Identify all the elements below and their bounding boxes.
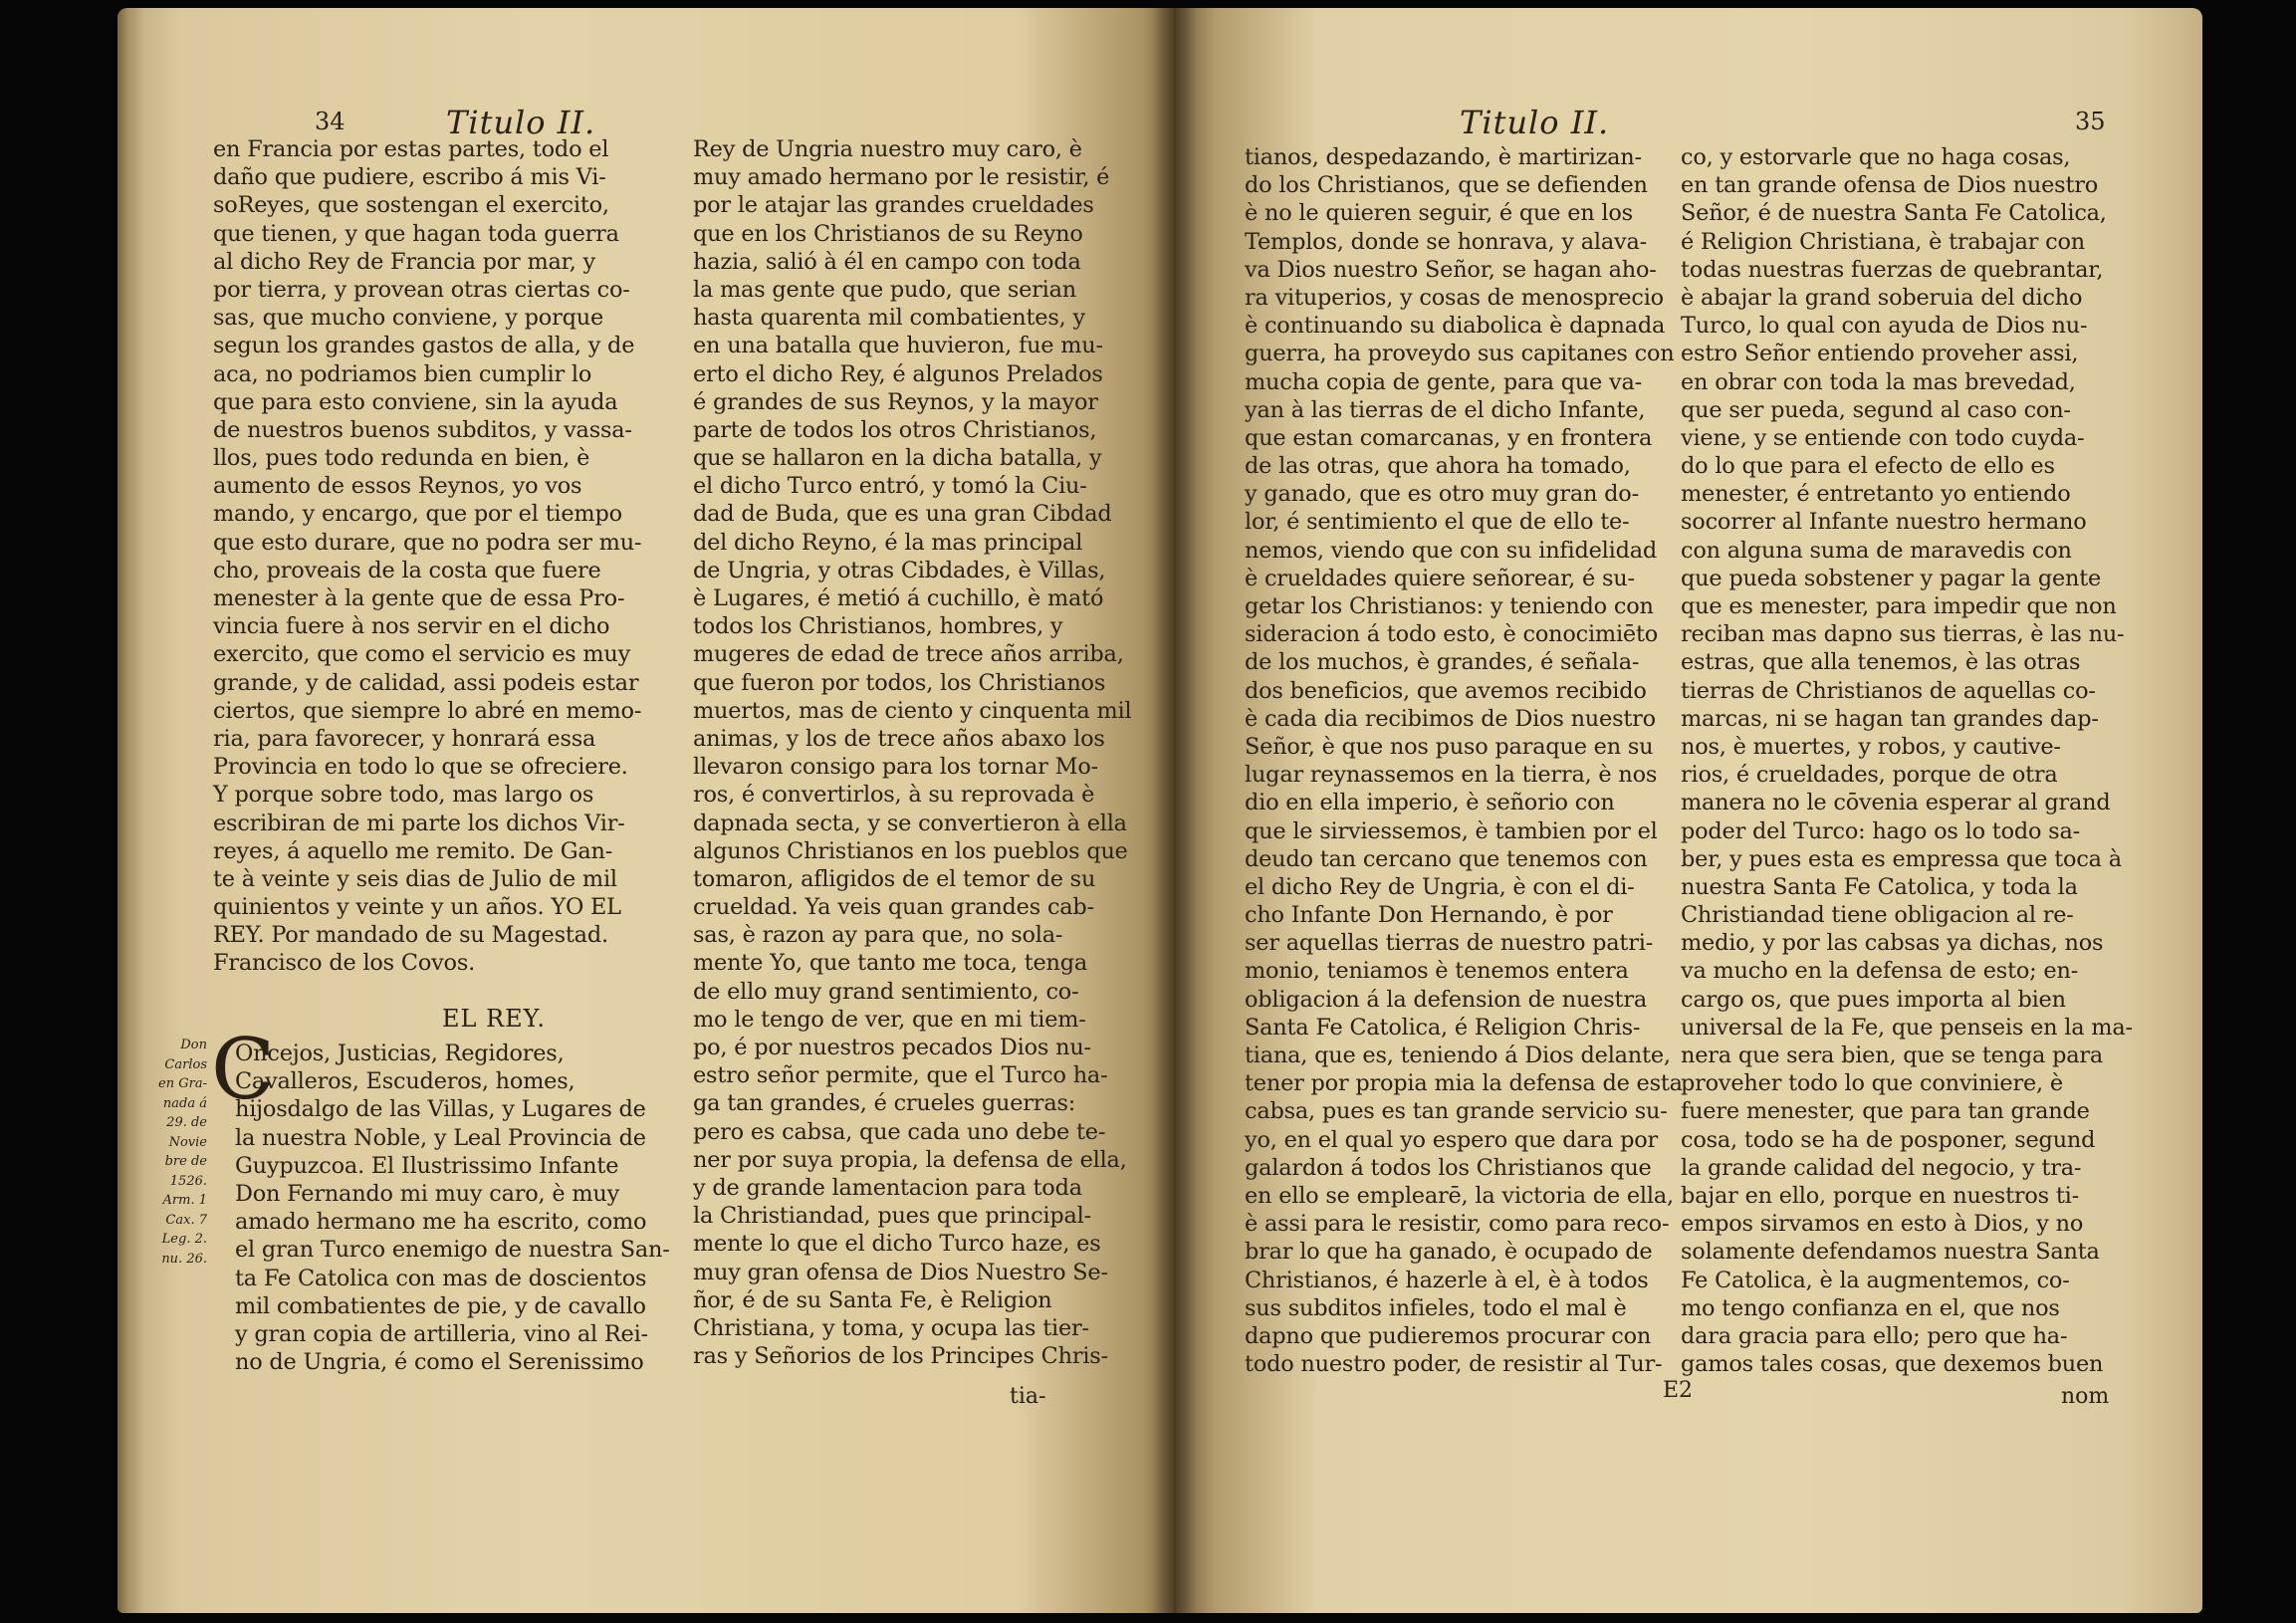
text-line: monio, teniamos è tenemos entera bbox=[1245, 958, 1629, 985]
text-line: po, é por nuestros pecados Dios nu- bbox=[693, 1035, 1091, 1060]
text-line: la nuestra Noble, y Leal Provincia de bbox=[235, 1124, 646, 1151]
text-line: empos sirvamos en esto à Dios, y no bbox=[1681, 1211, 2084, 1238]
page-edge bbox=[117, 8, 143, 1613]
text-line: estras, que alla tenemos, è las otras bbox=[1681, 649, 2081, 676]
text-line: é grandes de sus Reynos, y la mayor bbox=[693, 388, 1098, 415]
catchword-left: tia- bbox=[1010, 1384, 1046, 1409]
text-line: y ganado, que es otro muy gran do- bbox=[1245, 481, 1639, 508]
right-column-1 bbox=[1245, 143, 1683, 1378]
margin-note-line: Leg. 2. bbox=[161, 1232, 207, 1247]
text-line: nuestra Santa Fe Catolica, y toda la bbox=[1681, 873, 2078, 900]
text-line: amado hermano me ha escrito, como bbox=[235, 1209, 647, 1236]
text-line: de Ungria, y otras Cibdades, è Villas, bbox=[693, 557, 1106, 583]
text-line: en tan grande ofensa de Dios nuestro bbox=[1681, 172, 2099, 199]
text-line: mil combatientes de pie, y de cavallo bbox=[235, 1292, 646, 1319]
text-line: co, y estorvarle que no haga cosas, bbox=[1681, 144, 2071, 170]
text-line: Christiandad tiene obligacion al re- bbox=[1681, 902, 2074, 929]
right-page bbox=[1175, 8, 2202, 1613]
text-line: socorrer al Infante nuestro hermano bbox=[1681, 509, 2087, 536]
text-line: la grande calidad del negocio, y tra- bbox=[1681, 1154, 2082, 1181]
text-line: vincia fuere à nos servir en el dicho bbox=[213, 613, 610, 640]
text-line: erto el dicho Rey, é algunos Prelados bbox=[693, 360, 1103, 387]
text-line: te à veinte y seis dias de Julio de mil bbox=[213, 865, 617, 892]
text-line: algunos Christianos en los pueblos que bbox=[693, 837, 1128, 864]
text-line: estro Señor entiendo proveher assi, bbox=[1681, 341, 2079, 367]
margin-note-line: Carlos bbox=[164, 1056, 207, 1072]
text-line: y de grande lamentacion para toda bbox=[693, 1174, 1082, 1201]
text-line: rios, é crueldades, porque de otra bbox=[1681, 762, 2058, 789]
text-line: galardon á todos los Christianos que bbox=[1245, 1154, 1652, 1181]
text-line: ñor, é de su Santa Fe, è Religion bbox=[693, 1286, 1052, 1313]
text-line: Santa Fe Catolica, é Religion Chris- bbox=[1245, 1014, 1641, 1041]
text-line: manera no le cōvenia esperar al grand bbox=[1681, 790, 2111, 816]
text-line: soReyes, que sostengan el exercito, bbox=[213, 192, 609, 219]
text-line: ros, é convertirlos, à su reprovada è bbox=[693, 782, 1095, 809]
text-line: por tierra, y provean otras ciertas co- bbox=[213, 276, 630, 303]
text-line: do los Christianos, que se defienden bbox=[1245, 172, 1648, 199]
margin-note bbox=[147, 1036, 207, 1269]
text-line: Francisco de los Covos. bbox=[213, 950, 476, 977]
text-line: Y porque sobre todo, mas largo os bbox=[213, 782, 594, 809]
text-line: Cavalleros, Escuderos, homes, bbox=[235, 1068, 575, 1095]
text-line: no de Ungria, é como el Serenissimo bbox=[235, 1349, 644, 1376]
text-line: que le sirviessemos, è tambien por el bbox=[1245, 817, 1658, 844]
text-line: que en los Christianos de su Reyno bbox=[693, 220, 1083, 247]
text-line: muy amado hermano por le resistir, é bbox=[693, 164, 1110, 191]
text-line: ga tan grandes, é crueles guerras: bbox=[693, 1090, 1076, 1117]
text-line: do lo que para el efecto de ello es bbox=[1681, 453, 2055, 480]
text-line: è assi para le resistir, como para reco- bbox=[1245, 1211, 1670, 1238]
text-line: Guypuzcoa. El Ilustrissimo Infante bbox=[235, 1152, 619, 1179]
text-line: lor, é sentimiento el que de ello te- bbox=[1245, 509, 1630, 536]
text-line: dos beneficios, que avemos recibido bbox=[1245, 677, 1647, 704]
text-line: aca, no podriamos bien cumplir lo bbox=[213, 360, 592, 387]
text-line: va Dios nuestro Señor, se hagan aho- bbox=[1245, 256, 1657, 283]
text-line: todo nuestro poder, de resistir al Tur- bbox=[1245, 1351, 1663, 1378]
text-line: cabsa, pues es tan grande servicio su- bbox=[1245, 1098, 1668, 1125]
page-number-right: 35 bbox=[2075, 108, 2106, 135]
text-line: el gran Turco enemigo de nuestra San- bbox=[235, 1237, 670, 1264]
left-column-1 bbox=[213, 135, 641, 978]
text-line: dad de Buda, que es una gran Cibdad bbox=[693, 501, 1112, 528]
text-line: ria, para favorecer, y honrará essa bbox=[213, 725, 596, 752]
text-line: cho Infante Don Hernando, è por bbox=[1245, 902, 1613, 929]
text-line: crueldad. Ya veis quan grandes cab- bbox=[693, 894, 1094, 921]
left-column-2 bbox=[693, 135, 1131, 1370]
text-line: ra vituperios, y cosas de menosprecio bbox=[1245, 284, 1664, 311]
text-line: reciban mas dapno sus tierras, è las nu- bbox=[1681, 621, 2125, 648]
text-line: menester, é entretanto yo entiendo bbox=[1681, 481, 2071, 508]
text-line: de las otras, que ahora ha tomado, bbox=[1245, 453, 1631, 480]
text-line: solamente defendamos nuestra Santa bbox=[1681, 1239, 2100, 1266]
text-line: al dicho Rey de Francia por mar, y bbox=[213, 248, 595, 275]
text-line: è Lugares, é metió á cuchillo, è mató bbox=[693, 585, 1104, 611]
text-line: dapnada secta, y se convertieron à ella bbox=[693, 810, 1127, 836]
text-line: universal de la Fe, que penseis en la ma- bbox=[1681, 1014, 2133, 1041]
text-line: Christiana, y toma, y ocupa las tier- bbox=[693, 1314, 1089, 1341]
text-line: Don Fernando mi muy caro, è muy bbox=[235, 1180, 620, 1207]
left-column-1-continued bbox=[235, 1040, 670, 1376]
text-line: Oncejos, Justicias, Regidores, bbox=[235, 1041, 565, 1066]
text-line: REY. Por mandado de su Magestad. bbox=[213, 922, 608, 949]
text-line: parte de todos los otros Christianos, bbox=[693, 416, 1097, 443]
text-line: que tienen, y que hagan toda guerra bbox=[213, 220, 619, 247]
book-gutter bbox=[1153, 8, 1197, 1613]
text-line: en una batalla que huvieron, fue mu- bbox=[693, 333, 1103, 359]
text-line: marcas, ni se hagan tan grandes dap- bbox=[1681, 705, 2099, 732]
text-line: è cada dia recibimos de Dios nuestro bbox=[1245, 705, 1656, 732]
text-line: va mucho en la defensa de esto; en- bbox=[1681, 958, 2079, 985]
text-line: fuere menester, que para tan grande bbox=[1681, 1098, 2090, 1125]
text-line: dio en ella imperio, è señorio con bbox=[1245, 790, 1615, 816]
margin-note-line: 1526. bbox=[169, 1173, 207, 1189]
text-line: sideracion á todo esto, è conocimiēto bbox=[1245, 621, 1659, 648]
text-line: que fueron por todos, los Christianos bbox=[693, 669, 1106, 696]
text-line: tener por propia mia la defensa de esta bbox=[1245, 1070, 1683, 1097]
text-line: llos, pues todo redunda en bien, è bbox=[213, 445, 590, 472]
text-line: escribiran de mi parte los dichos Vir- bbox=[213, 810, 625, 836]
text-line: cho, proveais de la costa que fuere bbox=[213, 557, 601, 583]
text-line: que esto durare, que no podra ser mu- bbox=[213, 529, 642, 556]
text-line: Fe Catolica, è la augmentemos, co- bbox=[1681, 1267, 2070, 1293]
text-line: lugar reynassemos en la tierra, è nos bbox=[1245, 762, 1658, 789]
text-line: obligacion á la defension de nuestra bbox=[1245, 986, 1647, 1013]
text-line: del dicho Reyno, é la mas principal bbox=[693, 529, 1083, 556]
text-line: Provincia en todo lo que se ofreciere. bbox=[213, 754, 628, 781]
text-line: ras y Señorios de los Principes Chris- bbox=[693, 1343, 1108, 1370]
right-column-2 bbox=[1681, 143, 2133, 1378]
text-line: quinientos y veinte y un años. YO EL bbox=[213, 894, 621, 921]
text-line: yo, en el qual yo espero que dara por bbox=[1245, 1126, 1659, 1153]
margin-note-line: bre de bbox=[164, 1154, 207, 1169]
text-line: ber, y pues esta es empressa que toca à bbox=[1681, 845, 2122, 872]
text-line: hijosdalgo de las Villas, y Lugares de bbox=[235, 1096, 646, 1123]
text-line: cargo os, que pues importa al bien bbox=[1681, 986, 2066, 1013]
catchword-right: nom bbox=[2061, 1384, 2110, 1409]
text-line: que pueda sobstener y pagar la gente bbox=[1681, 565, 2102, 591]
text-line: poder del Turco: hago os lo todo sa- bbox=[1681, 817, 2080, 844]
text-line: todos los Christianos, hombres, y bbox=[693, 613, 1063, 640]
text-line: dapno que pudieremos procurar con bbox=[1245, 1322, 1652, 1349]
text-line: guerra, ha proveydo sus capitanes con bbox=[1245, 341, 1675, 367]
text-line: el dicho Rey de Ungria, è con el di- bbox=[1245, 873, 1635, 900]
text-line: mugeres de edad de trece años arriba, bbox=[693, 641, 1124, 668]
text-line: è abajar la grand soberuia del dicho bbox=[1681, 284, 2083, 311]
section-heading: EL REY. bbox=[442, 1005, 547, 1033]
text-line: todas nuestras fuerzas de quebrantar, bbox=[1681, 256, 2104, 283]
text-line: segun los grandes gastos de alla, y de bbox=[213, 333, 635, 359]
text-line: mente Yo, que tanto me toca, tenga bbox=[693, 950, 1088, 977]
text-line: en ello se emplearē, la victoria de ella, bbox=[1245, 1182, 1674, 1209]
text-line: el dicho Turco entró, y tomó la Ciu- bbox=[693, 473, 1087, 500]
margin-note-line: nu. 26. bbox=[161, 1251, 207, 1267]
page-number-left: 34 bbox=[315, 108, 345, 135]
signature-mark: E2 bbox=[1663, 1378, 1694, 1403]
text-line: viene, y se entiende con todo cuyda- bbox=[1681, 424, 2085, 451]
text-line: de ello muy grand sentimiento, co- bbox=[693, 978, 1079, 1005]
text-line: ta Fe Catolica con mas de doscientos bbox=[235, 1265, 647, 1291]
margin-note-line: nada á bbox=[162, 1095, 207, 1111]
margin-note-line: en Gra- bbox=[158, 1076, 207, 1091]
text-line: è continuando su diabolica è dapnada bbox=[1245, 313, 1666, 340]
text-line: con alguna suma de maravedis con bbox=[1681, 537, 2072, 564]
text-line: de los muchos, è grandes, é señala- bbox=[1245, 649, 1640, 676]
text-line: sas, è razon ay para que, no sola- bbox=[693, 922, 1063, 949]
text-line: sas, que mucho conviene, y porque bbox=[213, 305, 603, 332]
running-head-left: Titulo II. bbox=[446, 104, 596, 141]
margin-note-line: Don bbox=[180, 1038, 207, 1052]
text-line: nera que sera bien, que se tenga para bbox=[1681, 1043, 2104, 1068]
margin-note-line: Arm. 1 bbox=[162, 1193, 207, 1208]
text-line: aumento de essos Reynos, yo vos bbox=[213, 473, 582, 500]
text-line: que se hallaron en la dicha batalla, y bbox=[693, 445, 1102, 472]
text-line: y gran copia de artilleria, vino al Rei- bbox=[235, 1320, 648, 1347]
text-line: animas, y los de trece años abaxo los bbox=[693, 725, 1105, 752]
text-line: que es menester, para impedir que non bbox=[1681, 593, 2117, 619]
text-line: getar los Christianos: y teniendo con bbox=[1245, 593, 1654, 619]
text-line: tiana, que es, teniendo á Dios delante, bbox=[1245, 1043, 1671, 1068]
text-line: brar lo que ha ganado, è ocupado de bbox=[1245, 1239, 1653, 1266]
text-line: muertos, mas de ciento y cinquenta mil bbox=[693, 697, 1132, 724]
text-line: pero es cabsa, que cada uno debe te- bbox=[693, 1118, 1106, 1145]
text-line: é Religion Christiana, è trabajar con bbox=[1681, 228, 2085, 255]
running-head-right: Titulo II. bbox=[1460, 104, 1610, 141]
text-line: muy gran ofensa de Dios Nuestro Se- bbox=[693, 1259, 1108, 1285]
text-line: estro señor permite, que el Turco ha- bbox=[693, 1062, 1108, 1089]
text-line: hasta quarenta mil combatientes, y bbox=[693, 305, 1085, 332]
text-line: llevaron consigo para los tornar Mo- bbox=[693, 754, 1098, 781]
text-line: è crueldades quiere señorear, é su- bbox=[1245, 565, 1635, 591]
margin-note-line: 29. de bbox=[166, 1115, 207, 1130]
text-line: en obrar con toda la mas brevedad, bbox=[1681, 368, 2076, 395]
text-line: bajar en ello, porque en nuestros ti- bbox=[1681, 1182, 2079, 1209]
text-line: tomaron, afligidos de el temor de su bbox=[693, 865, 1096, 892]
text-line: nemos, viendo que con su infidelidad bbox=[1245, 537, 1657, 564]
text-line: mucha copia de gente, para que va- bbox=[1245, 368, 1642, 395]
text-line: daño que pudiere, escribo á mis Vi- bbox=[213, 164, 606, 191]
text-line: yan à las tierras de el dicho Infante, bbox=[1245, 396, 1646, 423]
text-line: Rey de Ungria nuestro muy caro, è bbox=[693, 136, 1082, 162]
text-line: gamos tales cosas, que dexemos buen bbox=[1681, 1351, 2104, 1378]
text-line: la Christiandad, pues que principal- bbox=[693, 1203, 1091, 1230]
text-line: sus subditos infieles, todo el mal è bbox=[1245, 1294, 1627, 1321]
text-line: deudo tan cercano que tenemos con bbox=[1245, 845, 1648, 872]
text-line: de nuestros buenos subditos, y vassa- bbox=[213, 416, 632, 443]
text-line: reyes, á aquello me remito. De Gan- bbox=[213, 837, 613, 864]
text-line: Templos, donde se honrava, y alava- bbox=[1245, 228, 1647, 255]
text-line: por le atajar las grandes crueldades bbox=[693, 192, 1094, 219]
text-line: grande, y de calidad, assi podeis estar bbox=[213, 669, 639, 696]
text-line: è no le quieren seguir, é que en los bbox=[1245, 200, 1633, 227]
text-line: la mas gente que pudo, que serian bbox=[693, 276, 1077, 303]
text-line: mente lo que el dicho Turco haze, es bbox=[693, 1231, 1101, 1258]
text-line: ciertos, que siempre lo abré en memo- bbox=[213, 697, 642, 724]
drop-cap: C bbox=[211, 1021, 276, 1118]
text-line: cosa, todo se ha de posponer, segund bbox=[1681, 1126, 2096, 1153]
text-line: exercito, que como el servicio es muy bbox=[213, 641, 631, 668]
text-line: que estan comarcanas, y en frontera bbox=[1245, 424, 1653, 451]
text-line: tianos, despedazando, è martirizan- bbox=[1245, 144, 1642, 170]
text-line: dara gracia para ello; pero que ha- bbox=[1681, 1322, 2068, 1349]
text-line: que para esto conviene, sin la ayuda bbox=[213, 388, 618, 415]
text-line: que ser pueda, segund al caso con- bbox=[1681, 396, 2071, 423]
text-line: ser aquellas tierras de nuestro patri- bbox=[1245, 930, 1654, 957]
text-line: hazia, salió à él en campo con toda bbox=[693, 248, 1081, 275]
text-line: proveher todo lo que conviniere, è bbox=[1681, 1070, 2063, 1097]
text-line: nos, è muertes, y robos, y cautive- bbox=[1681, 733, 2061, 760]
text-line: mo le tengo de ver, que en mi tiem- bbox=[693, 1006, 1086, 1033]
open-book bbox=[117, 8, 2202, 1613]
text-line: ner por suya propia, la defensa de ella, bbox=[693, 1146, 1127, 1173]
text-line: medio, y por las cabsas ya dichas, nos bbox=[1681, 930, 2104, 957]
text-line: en Francia por estas partes, todo el bbox=[213, 136, 609, 162]
text-line: mando, y encargo, que por el tiempo bbox=[213, 501, 622, 528]
text-line: tierras de Christianos de aquellas co- bbox=[1681, 677, 2096, 704]
margin-note-line: Cax. 7 bbox=[165, 1212, 207, 1228]
margin-note-line: Novie bbox=[168, 1134, 207, 1150]
left-page bbox=[117, 8, 1175, 1613]
text-line: Señor, è que nos puso paraque en su bbox=[1245, 733, 1654, 760]
text-line: Señor, é de nuestra Santa Fe Catolica, bbox=[1681, 200, 2107, 227]
text-line: menester à la gente que de essa Pro- bbox=[213, 585, 625, 611]
text-line: mo tengo confianza en el, que nos bbox=[1681, 1294, 2060, 1321]
text-line: Christianos, é hazerle à el, è à todos bbox=[1245, 1267, 1649, 1293]
text-line: Turco, lo qual con ayuda de Dios nu- bbox=[1681, 313, 2088, 340]
